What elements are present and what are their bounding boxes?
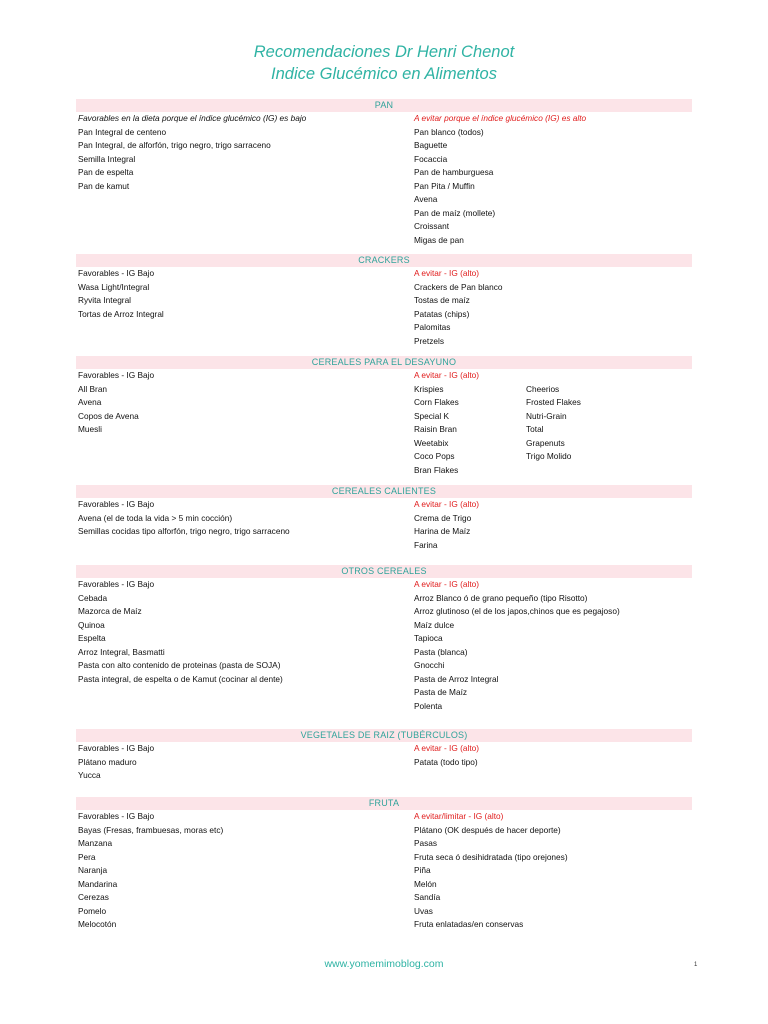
list-item: Quinoa <box>78 619 105 630</box>
list-item: Farina <box>414 539 438 550</box>
list-item: Harina de Maíz <box>414 526 471 536</box>
list-item: Pan Integral, de alforfón, trigo negro, trigo sarraceno <box>78 140 271 150</box>
list-item: Cerezas <box>78 892 109 902</box>
list-item: Pan blanco (todos) <box>414 126 484 137</box>
list-item: Pretzels <box>414 335 444 346</box>
list-item: Focaccia <box>414 153 448 164</box>
bad-list <box>414 369 479 477</box>
list-item: Baguette <box>414 140 448 150</box>
list-item: Sandía <box>414 892 441 902</box>
list-item: Special K <box>414 410 450 421</box>
good-header: Favorables - IG Bajo <box>78 370 155 380</box>
list-item: Semillas cocidas tipo alforfón, trigo negro, trigo sarraceno <box>78 526 290 536</box>
section-pan <box>76 99 692 245</box>
list-item: Cheerios <box>526 383 560 394</box>
list-item: Bran Flakes <box>414 464 459 475</box>
list-item: Espelta <box>78 633 106 643</box>
list-item: Corn Flakes <box>414 397 459 407</box>
list-item: Nutri-Grain <box>526 410 567 421</box>
section-title: CEREALES CALIENTES <box>76 485 692 498</box>
list-item: Arroz glutinoso (el de los japos,chinos que es pegajoso) <box>414 606 620 616</box>
list-item: Avena <box>78 397 102 407</box>
list-item: Copos de Avena <box>78 410 139 421</box>
list-item: Arroz Blanco ó de grano pequeño (tipo Risotto) <box>414 592 588 603</box>
bad-header: A evitar - IG (alto) <box>414 268 480 278</box>
list-item: Trigo Molido <box>526 451 572 461</box>
list-item: Pera <box>78 851 96 862</box>
list-item: Fruta seca ó desihidratada (tipo orejones) <box>414 851 568 862</box>
list-item: Crackers de Pan blanco <box>414 281 503 292</box>
list-item: Croissant <box>414 221 450 231</box>
list-item: Fruta enlatadas/en conservas <box>414 919 524 929</box>
bad-list-2 <box>526 369 581 464</box>
list-item: Pan de maíz (mollete) <box>414 207 496 218</box>
section-vegetales-raiz <box>76 729 692 780</box>
good-list <box>78 742 154 783</box>
list-item: Pan de kamut <box>78 180 130 191</box>
list-item: Plátano (OK después de hacer deporte) <box>414 824 561 835</box>
list-item: Pan Integral de centeno <box>78 126 167 137</box>
good-list <box>78 810 223 932</box>
list-item: Raisin Bran <box>414 424 457 434</box>
list-item: Bayas (Fresas, frambuesas, moras etc) <box>78 824 224 835</box>
section-title: CRACKERS <box>76 254 692 267</box>
section-title: FRUTA <box>76 797 692 810</box>
list-item: Pasta (blanca) <box>414 646 468 657</box>
list-item: Pasas <box>414 838 438 848</box>
good-list <box>78 578 283 686</box>
bad-list <box>414 810 568 932</box>
list-item: Pasta con alto contenido de proteinas (pasta de SOJA) <box>78 660 281 670</box>
list-item: Yucca <box>78 770 101 780</box>
list-item: Weetabix <box>414 437 449 448</box>
list-item: Melocotón <box>78 919 117 929</box>
good-header: Favorables - IG Bajo <box>78 743 155 753</box>
bad-list <box>414 742 479 769</box>
bad-header: A evitar/limitar - IG (alto) <box>414 811 504 821</box>
list-item: Pasta integral, de espelta o de Kamut (cocinar al dente) <box>78 673 283 684</box>
list-item: Pomelo <box>78 905 107 916</box>
list-item: Tapioca <box>414 633 443 643</box>
bad-list <box>414 267 503 348</box>
bad-header: A evitar - IG (alto) <box>414 370 480 380</box>
list-item: Krispies <box>414 383 444 394</box>
bad-header: A evitar porque el índice glucémico (IG) es alto <box>414 113 587 123</box>
list-item: Pan de hamburguesa <box>414 167 494 177</box>
section-cereales-calientes <box>76 485 692 550</box>
list-item: Pasta de Arroz Integral <box>414 673 499 684</box>
list-item: Mandarina <box>78 878 118 889</box>
list-item: Avena (el de toda la vida > 5 min cocción) <box>78 512 233 523</box>
list-item: Melón <box>414 878 437 889</box>
list-item: Arroz Integral, Basmatti <box>78 646 165 657</box>
good-header: Favorables - IG Bajo <box>78 579 155 589</box>
section-title: PAN <box>76 99 692 112</box>
good-list <box>78 369 154 437</box>
list-item: Muesli <box>78 424 102 434</box>
bad-list <box>414 498 479 552</box>
page-number: 1 <box>694 962 698 968</box>
list-item: Plátano maduro <box>78 756 137 767</box>
section-title: OTROS CEREALES <box>76 565 692 578</box>
list-item: Piña <box>414 865 431 875</box>
section-cereales-desayuno <box>76 356 692 475</box>
good-list <box>78 267 164 321</box>
bad-list <box>414 578 620 713</box>
list-item: Pan de espelta <box>78 167 134 177</box>
list-item: Palomitas <box>414 322 451 332</box>
list-item: Naranja <box>78 865 108 875</box>
list-item: Semilla Integral <box>78 153 136 164</box>
list-item: Tortas de Arroz Integral <box>78 308 164 319</box>
list-item: Cebada <box>78 592 108 603</box>
list-item: Maíz dulce <box>414 619 455 630</box>
list-item: Pan Pita / Muffin <box>414 180 475 191</box>
list-item: Avena <box>414 194 438 204</box>
good-header: Favorables - IG Bajo <box>78 499 155 509</box>
good-list <box>78 498 290 539</box>
list-item: All Bran <box>78 383 108 394</box>
list-item: Coco Pops <box>414 451 455 461</box>
section-fruta <box>76 797 692 929</box>
list-item: Pasta de Maíz <box>414 687 468 697</box>
section-title: CEREALES PARA EL DESAYUNO <box>76 356 692 369</box>
bad-header: A evitar - IG (alto) <box>414 579 480 589</box>
list-item: Mazorca de Maíz <box>78 606 142 616</box>
list-item: Ryvita Integral <box>78 295 132 305</box>
list-item: Manzana <box>78 838 113 848</box>
list-item: Gnocchi <box>414 660 445 670</box>
bad-header: A evitar - IG (alto) <box>414 499 480 509</box>
list-item: Patatas (chips) <box>414 308 470 319</box>
section-title: VEGETALES DE RAIZ (TUBÉRCULOS) <box>76 729 692 742</box>
list-item: Patata (todo tipo) <box>414 756 478 767</box>
good-header: Favorables en la dieta porque el índice glucémico (IG) es bajo <box>78 113 307 123</box>
list-item: Grapenuts <box>526 437 565 448</box>
list-item: Crema de Trigo <box>414 512 472 523</box>
good-list <box>78 112 306 193</box>
document-subtitle: Indice Glucémico en Alimentos <box>271 65 497 83</box>
bad-list <box>414 112 586 247</box>
list-item: Polenta <box>414 700 443 711</box>
document-title: Recomendaciones Dr Henri Chenot <box>253 43 515 61</box>
section-crackers <box>76 254 692 346</box>
good-header: Favorables - IG Bajo <box>78 268 155 278</box>
list-item: Frosted Flakes <box>526 397 581 407</box>
section-otros-cereales <box>76 565 692 711</box>
list-item: Tostas de maíz <box>414 295 470 305</box>
list-item: Uvas <box>414 905 433 916</box>
list-item: Total <box>526 424 544 434</box>
good-header: Favorables - IG Bajo <box>78 811 155 821</box>
list-item: Migas de pan <box>414 234 464 245</box>
list-item: Wasa Light/Integral <box>78 281 150 292</box>
footer-url[interactable]: www.yomemimoblog.com <box>324 958 444 970</box>
bad-header: A evitar - IG (alto) <box>414 743 480 753</box>
